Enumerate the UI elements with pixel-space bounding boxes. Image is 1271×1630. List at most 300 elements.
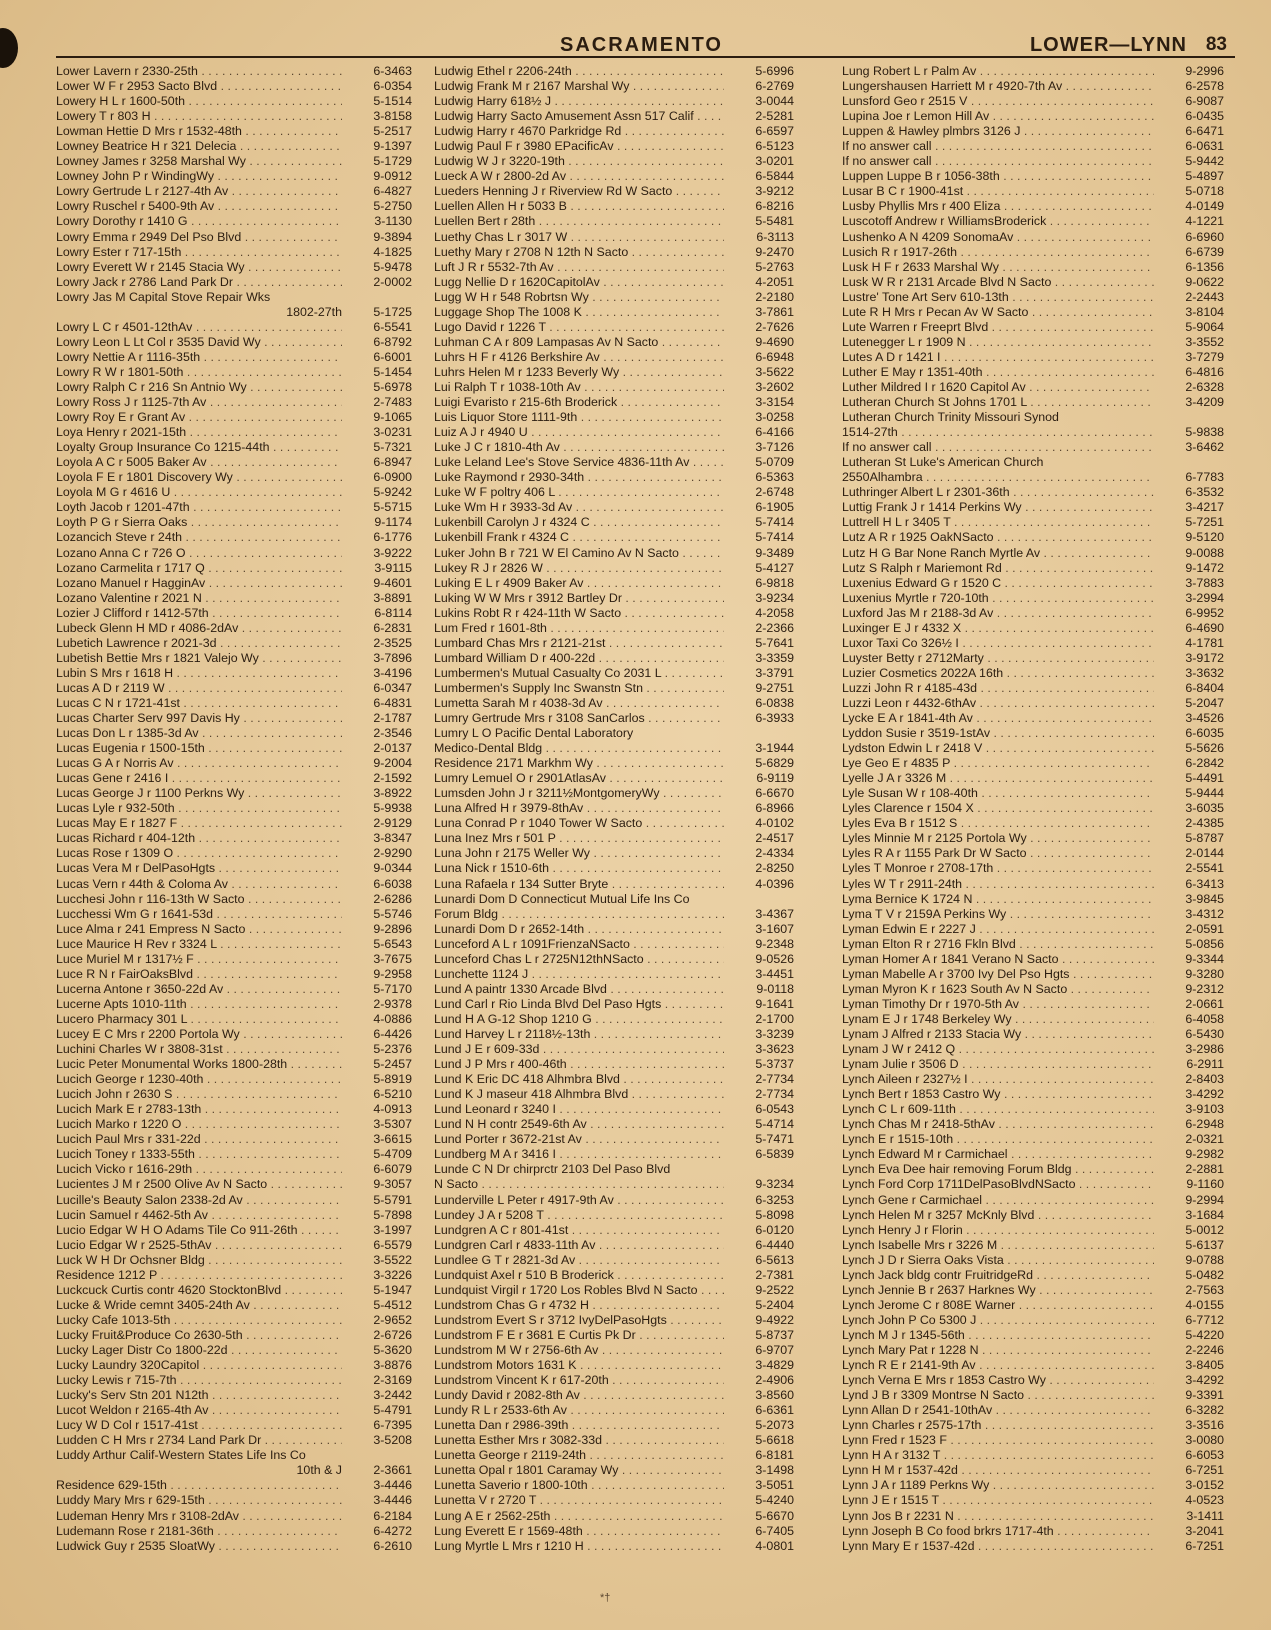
listing-name: Lowry Nettie A r 1116-35th . . . bbox=[56, 350, 342, 365]
listing-phone: 3-1498 bbox=[755, 1463, 794, 1478]
listing-phone: 3-7279 bbox=[1185, 349, 1224, 364]
listing-entry bbox=[434, 1313, 794, 1328]
listing-entry bbox=[842, 1208, 1224, 1223]
listing-entry bbox=[434, 696, 794, 711]
listing-entry bbox=[434, 94, 794, 109]
listing-entry bbox=[434, 1343, 794, 1358]
listing-name: Lucas Lyle r 932-50th . . . bbox=[56, 801, 342, 816]
listing-name: N Sacto . . . bbox=[434, 1177, 724, 1192]
listing-phone: 9-1174 bbox=[374, 515, 412, 530]
listing-entry bbox=[434, 907, 794, 922]
listing-entry bbox=[842, 440, 1224, 455]
listing-name: Lucey E C Mrs r 2200 Portola Wy . . . bbox=[56, 1027, 342, 1042]
listing-name: Lundgren Carl r 4833-11th Av . . . bbox=[434, 1238, 724, 1253]
listing-entry bbox=[842, 290, 1224, 305]
listing-entry bbox=[434, 1448, 794, 1463]
listing-entry bbox=[56, 681, 412, 696]
listing-phone: 5-0482 bbox=[1185, 1267, 1224, 1282]
listing-entry bbox=[434, 184, 794, 199]
listing-phone: 3-0231 bbox=[373, 425, 412, 440]
listing-entry bbox=[56, 982, 412, 997]
listing-entry bbox=[842, 109, 1224, 124]
listing-phone: 3-3632 bbox=[1185, 665, 1224, 680]
listing-phone: 5-7641 bbox=[755, 635, 794, 650]
listing-phone: 5-7898 bbox=[373, 1207, 412, 1222]
listing-entry bbox=[842, 1509, 1224, 1524]
listing-name: Lynch Verna E Mrs r 1853 Castro Wy . . . bbox=[842, 1373, 1154, 1388]
listing-entry bbox=[842, 771, 1224, 786]
listing-entry bbox=[56, 1162, 412, 1177]
listing-entry bbox=[434, 169, 794, 184]
listing-name: Lucich Vicko r 1616-29th . . . bbox=[56, 1162, 342, 1177]
listing-entry bbox=[56, 184, 412, 199]
listing-phone: 2-5541 bbox=[1185, 861, 1224, 876]
listing-name: Lynch Edward M r Carmichael . . . bbox=[842, 1147, 1154, 1162]
listing-entry bbox=[56, 395, 412, 410]
listing-phone: 9-3057 bbox=[373, 1177, 412, 1192]
listing-name: Lynch Henry J r Florin . . . bbox=[842, 1223, 1154, 1238]
listing-phone: 9-2994 bbox=[1185, 1192, 1224, 1207]
footer-mark: *† bbox=[600, 1592, 611, 1604]
listing-entry bbox=[842, 1147, 1224, 1162]
listing-name: Lowry Gertrude L r 2127-4th Av . . . bbox=[56, 184, 342, 199]
listing-phone: 2-1787 bbox=[373, 711, 412, 726]
listing-name: Luke Leland Lee's Stove Service 4836-11th Av . . . bbox=[434, 455, 724, 470]
listing-entry bbox=[56, 500, 412, 515]
listing-phone: 6-6001 bbox=[373, 349, 412, 364]
listing-name: Lucot Weldon r 2165-4th Av . . . bbox=[56, 1403, 342, 1418]
listing-entry bbox=[434, 1027, 794, 1042]
listing-name: Lunderville L Peter r 4917-9th Av . . . bbox=[434, 1193, 724, 1208]
listing-name: Luscotoff Andrew r WilliamsBroderick . . . bbox=[842, 214, 1154, 229]
listing-name: Lowry Ross J r 1125-7th Av . . . bbox=[56, 395, 342, 410]
listing-name: Lundstrom Evert S r 3712 IvyDelPasoHgts . . . bbox=[434, 1313, 724, 1328]
listing-entry bbox=[842, 515, 1224, 530]
listing-name: Lundgren A C r 801-41st . . . bbox=[434, 1223, 724, 1238]
listing-phone: 5-2376 bbox=[373, 1042, 412, 1057]
listing-entry bbox=[434, 1388, 794, 1403]
listing-entry bbox=[434, 861, 794, 876]
listing-phone: 2-1592 bbox=[373, 771, 412, 786]
listing-name: Lynch Chas M r 2418-5thAv . . . bbox=[842, 1117, 1154, 1132]
listing-phone: 3-2041 bbox=[1185, 1523, 1224, 1538]
listing-name: Lyles Eva B r 1512 S . . . bbox=[842, 816, 1154, 831]
listing-phone: 9-2348 bbox=[755, 936, 794, 951]
listing-name: Lucky Laundry 320Capitol . . . bbox=[56, 1358, 342, 1373]
listing-entry bbox=[56, 1478, 412, 1493]
listing-entry bbox=[434, 1177, 794, 1192]
listing-name: Luxenius Myrtle r 720-10th . . . bbox=[842, 591, 1154, 606]
listing-entry bbox=[434, 245, 794, 260]
listing-phone: 5-0718 bbox=[1185, 184, 1224, 199]
listing-name: Lundstrom M W r 2756-6th Av . . . bbox=[434, 1343, 724, 1358]
listing-name: Lynch Jack bldg contr FruitridgeRd . . . bbox=[842, 1268, 1154, 1283]
listing-phone: 9-0088 bbox=[1185, 545, 1224, 560]
listing-name: Lynn Charles r 2575-17th . . . bbox=[842, 1418, 1154, 1433]
listing-entry bbox=[434, 365, 794, 380]
listing-entry bbox=[434, 1403, 794, 1418]
listing-entry bbox=[56, 139, 412, 154]
listing-entry bbox=[56, 124, 412, 139]
listing-entry bbox=[842, 726, 1224, 741]
listing-entry bbox=[434, 651, 794, 666]
listing-entry bbox=[56, 922, 412, 937]
listing-name: Lynch Jerome C r 808E Warner . . . bbox=[842, 1298, 1154, 1313]
listing-name: Luchini Charles W r 3808-31st . . . bbox=[56, 1042, 342, 1057]
listing-entry bbox=[56, 350, 412, 365]
listing-name: Lynn Fred r 1523 F . . . bbox=[842, 1433, 1154, 1448]
listing-entry bbox=[56, 109, 412, 124]
listing-phone: 6-1905 bbox=[755, 500, 794, 515]
listing-entry bbox=[56, 199, 412, 214]
listing-name: Lunardi Dom D Connecticut Mutual Life Ins Co bbox=[434, 891, 690, 906]
listing-phone: 2-0002 bbox=[373, 274, 412, 289]
listing-entry bbox=[434, 621, 794, 636]
listing-entry bbox=[434, 846, 794, 861]
listing-phone: 3-9115 bbox=[374, 560, 412, 575]
listing-phone: 5-5481 bbox=[755, 214, 794, 229]
listing-entry bbox=[56, 1177, 412, 1192]
listing-name: Lyles W T r 2911-24th . . . bbox=[842, 877, 1154, 892]
listing-phone: 3-0201 bbox=[755, 154, 794, 169]
listing-phone: 9-4690 bbox=[755, 334, 794, 349]
listing-entry bbox=[842, 907, 1224, 922]
listing-phone: 2-2180 bbox=[755, 289, 794, 304]
listing-name: Lumbermen's Supply Inc Swanstn Stn . . . bbox=[434, 681, 724, 696]
listing-name: Ludwig Ethel r 2206-24th . . . bbox=[434, 64, 724, 79]
listing-entry bbox=[434, 1283, 794, 1298]
listing-entry bbox=[842, 455, 1224, 470]
listing-entry bbox=[434, 305, 794, 320]
listing-entry bbox=[56, 94, 412, 109]
listing-name: Lucerna Antone r 3650-22d Av . . . bbox=[56, 982, 342, 997]
listing-phone: 4-0523 bbox=[1185, 1493, 1224, 1508]
listing-entry bbox=[56, 1328, 412, 1343]
listing-name: Ludwig W J r 3220-19th . . . bbox=[434, 154, 724, 169]
listing-name: Lyles Clarence r 1504 X . . . bbox=[842, 801, 1154, 816]
listing-phone: 2-2366 bbox=[755, 620, 794, 635]
listing-entry bbox=[434, 440, 794, 455]
listing-name: Lucas Vera M r DelPasoHgts . . . bbox=[56, 861, 342, 876]
listing-name: Lunetta George r 2119-24th . . . bbox=[434, 1448, 724, 1463]
listing-entry bbox=[842, 245, 1224, 260]
listing-phone: 6-5123 bbox=[755, 139, 794, 154]
listing-name: Lunardi Dom D r 2652-14th . . . bbox=[434, 922, 724, 937]
listing-name: Luna John r 2175 Weller Wy . . . bbox=[434, 846, 724, 861]
listing-entry bbox=[56, 1493, 412, 1508]
listing-phone: 9-1641 bbox=[755, 996, 794, 1011]
listing-phone: 9-0788 bbox=[1185, 1252, 1224, 1267]
listing-phone: 9-0912 bbox=[373, 169, 412, 184]
listing-phone: 5-5791 bbox=[373, 1192, 412, 1207]
listing-phone: 4-0102 bbox=[755, 816, 794, 831]
listing-phone: 3-4526 bbox=[1185, 711, 1224, 726]
listing-name: Lucio Edgar W r 2525-5thAv . . . bbox=[56, 1238, 342, 1253]
listing-phone: 2-7734 bbox=[755, 1087, 794, 1102]
listing-phone: 5-5715 bbox=[373, 500, 412, 515]
listing-entry bbox=[434, 260, 794, 275]
listing-phone: 6-7395 bbox=[373, 1418, 412, 1433]
listing-entry bbox=[56, 1268, 412, 1283]
listing-name: Lucas Richard r 404-12th . . . bbox=[56, 831, 342, 846]
listing-name: Lozano Manuel r HagginAv . . . bbox=[56, 576, 342, 591]
listing-name: Lund J P Mrs r 400-46th . . . bbox=[434, 1057, 724, 1072]
listing-phone: 5-6137 bbox=[1185, 1237, 1224, 1252]
listing-name: Luft J R r 5532-7th Av . . . bbox=[434, 260, 724, 275]
listing-phone: 3-4217 bbox=[1185, 500, 1224, 515]
listing-name: Luking E L r 4909 Baker Av . . . bbox=[434, 576, 724, 591]
listing-phone: 5-4240 bbox=[755, 1493, 794, 1508]
listing-name: Residence 2171 Markhm Wy . . . bbox=[434, 756, 724, 771]
listing-entry bbox=[434, 1117, 794, 1132]
listing-phone: 2-3661 bbox=[373, 1463, 412, 1478]
listing-name: 10th & J bbox=[296, 1463, 342, 1478]
listing-name: Luther E May r 1351-40th . . . bbox=[842, 365, 1154, 380]
listing-entry bbox=[434, 214, 794, 229]
listing-entry bbox=[842, 786, 1224, 801]
listing-name: Lynch Gene r Carmichael . . . bbox=[842, 1193, 1154, 1208]
listing-entry bbox=[842, 591, 1224, 606]
listing-entry bbox=[842, 1072, 1224, 1087]
listing-phone: 5-1729 bbox=[373, 154, 412, 169]
listing-phone: 3-6462 bbox=[1185, 440, 1224, 455]
listing-entry bbox=[56, 546, 412, 561]
listing-entry bbox=[842, 1448, 1224, 1463]
listing-entry bbox=[56, 1388, 412, 1403]
listing-name: Lowry Ralph C r 216 Sn Antnio Wy . . . bbox=[56, 380, 342, 395]
listing-name: Lugg W H r 548 Robrtsn Wy . . . bbox=[434, 290, 724, 305]
listing-entry bbox=[842, 79, 1224, 94]
listing-entry bbox=[434, 1478, 794, 1493]
listing-phone: 5-2073 bbox=[755, 1418, 794, 1433]
listing-entry bbox=[434, 952, 794, 967]
listing-phone: 6-4827 bbox=[373, 184, 412, 199]
listing-phone: 3-7896 bbox=[373, 650, 412, 665]
listing-phone: 2-6748 bbox=[755, 485, 794, 500]
listing-name: Lyma T V r 2159A Perkins Wy . . . bbox=[842, 907, 1154, 922]
listing-phone: 3-1607 bbox=[755, 921, 794, 936]
listing-phone: 4-0149 bbox=[1185, 199, 1224, 214]
listing-name: Lutz H G Bar None Ranch Myrtle Av . . . bbox=[842, 546, 1154, 561]
listing-entry bbox=[56, 1042, 412, 1057]
listing-name: Lushenko A N 4209 SonomaAv . . . bbox=[842, 230, 1154, 245]
listing-name: Lundey J A r 5208 T . . . bbox=[434, 1208, 724, 1223]
listing-entry bbox=[842, 861, 1224, 876]
listing-phone: 3-9234 bbox=[755, 590, 794, 605]
listing-entry bbox=[434, 1509, 794, 1524]
listing-entry bbox=[434, 425, 794, 440]
listing-phone: 9-2004 bbox=[373, 756, 412, 771]
listing-entry bbox=[56, 651, 412, 666]
listing-phone: 2-6286 bbox=[373, 891, 412, 906]
listing-name: Lye Geo E r 4835 P . . . bbox=[842, 756, 1154, 771]
listing-phone: 6-4426 bbox=[373, 1027, 412, 1041]
listing-entry bbox=[842, 1478, 1224, 1493]
listing-phone: 5-4709 bbox=[373, 1147, 412, 1162]
listing-name: Lycke E A r 1841-4th Av . . . bbox=[842, 711, 1154, 726]
listing-name: Ludemann Rose r 2181-36th . . . bbox=[56, 1524, 342, 1539]
listing-name: Lucky's Serv Stn 201 N12th . . . bbox=[56, 1388, 342, 1403]
listing-phone: 3-9222 bbox=[373, 545, 412, 560]
listing-phone: 6-8181 bbox=[755, 1448, 794, 1463]
listing-entry bbox=[842, 214, 1224, 229]
listing-phone: 9-3391 bbox=[1185, 1388, 1224, 1403]
listing-phone: 2-4517 bbox=[755, 831, 794, 846]
listing-name: Lunetta Esther Mrs r 3082-33d . . . bbox=[434, 1433, 724, 1448]
listing-phone: 6-0435 bbox=[1185, 109, 1224, 124]
listing-name: Lozancich Steve r 24th . . . bbox=[56, 530, 342, 545]
listing-phone: 6-2578 bbox=[1185, 79, 1224, 94]
listing-phone: 6-7251 bbox=[1185, 1538, 1224, 1553]
listing-phone: 6-0347 bbox=[373, 680, 412, 695]
listing-entry bbox=[56, 1147, 412, 1162]
listing-phone: 5-4512 bbox=[373, 1297, 412, 1312]
listing-name: Ludwig Harry Sacto Amusement Assn 517 Calif . . . bbox=[434, 109, 724, 124]
listing-phone: 3-0258 bbox=[755, 410, 794, 425]
listing-phone: 2-0321 bbox=[1185, 1132, 1224, 1147]
listing-phone: 6-6739 bbox=[1185, 244, 1224, 259]
listing-entry bbox=[842, 380, 1224, 395]
listing-entry bbox=[842, 1042, 1224, 1057]
listing-phone: 6-5844 bbox=[755, 169, 794, 184]
listing-entry bbox=[434, 771, 794, 786]
listing-name: Lung A E r 2562-25th . . . bbox=[434, 1509, 724, 1524]
listing-phone: 3-2442 bbox=[373, 1388, 412, 1403]
listing-name: If no answer call . . . bbox=[842, 139, 1154, 154]
listing-phone: 9-0344 bbox=[373, 861, 412, 876]
listing-phone: 9-0526 bbox=[755, 951, 794, 966]
listing-entry bbox=[56, 320, 412, 335]
listing-name: Lozano Carmelita r 1717 Q . . . bbox=[56, 561, 342, 576]
listing-name: Luce Muriel M r 1317½ F . . . bbox=[56, 952, 342, 967]
listing-entry bbox=[434, 290, 794, 305]
listing-name: Lynch Eva Dee hair removing Forum Bldg . . . bbox=[842, 1162, 1154, 1177]
listing-phone: 2-8403 bbox=[1185, 1072, 1224, 1087]
listing-phone: 5-1454 bbox=[373, 364, 412, 379]
listing-name: Lunsford Geo r 2515 V . . . bbox=[842, 94, 1154, 109]
listing-name: Luggage Shop The 1008 K . . . bbox=[434, 305, 724, 320]
listing-entry bbox=[842, 530, 1224, 545]
listing-name: Luna Nick r 1510-6th . . . bbox=[434, 861, 724, 876]
listing-entry bbox=[434, 636, 794, 651]
listing-phone: 6-6038 bbox=[373, 876, 412, 891]
listing-name: Lumry L O Pacific Dental Laboratory bbox=[434, 726, 634, 741]
listing-phone: 5-1947 bbox=[373, 1282, 412, 1297]
listing-name: Lucky Cafe 1013-5th . . . bbox=[56, 1313, 342, 1328]
listing-name: Lynch John P Co 5300 J . . . bbox=[842, 1313, 1154, 1328]
listing-phone: 3-9172 bbox=[1185, 650, 1224, 665]
listing-entry bbox=[434, 410, 794, 425]
listing-phone: 9-2751 bbox=[755, 680, 794, 695]
listing-phone: 2-7734 bbox=[755, 1072, 794, 1087]
listing-entry bbox=[56, 1524, 412, 1539]
listing-name: Lynn Joseph B Co food brkrs 1717-4th . . . bbox=[842, 1524, 1154, 1539]
listing-phone: 9-3489 bbox=[755, 545, 794, 560]
listing-entry bbox=[842, 485, 1224, 500]
listing-entry bbox=[434, 1012, 794, 1027]
listing-entry bbox=[434, 515, 794, 530]
listing-phone: 5-5746 bbox=[373, 906, 412, 921]
listing-phone: 3-3552 bbox=[1185, 334, 1224, 349]
listing-phone: 5-7414 bbox=[755, 515, 794, 530]
listing-name: Forum Bldg . . . bbox=[434, 907, 724, 922]
listing-entry bbox=[842, 350, 1224, 365]
listing-name: Ludwig Harry r 4670 Parkridge Rd . . . bbox=[434, 124, 724, 139]
listing-name: Loya Henry r 2021-15th . . . bbox=[56, 425, 342, 440]
listing-phone: 5-3737 bbox=[755, 1057, 794, 1072]
listing-phone: 3-4292 bbox=[1185, 1087, 1224, 1102]
listing-name: Luppen Luppe B r 1056-38th . . . bbox=[842, 169, 1154, 184]
listing-phone: 6-6079 bbox=[373, 1162, 412, 1177]
listing-phone: 5-7170 bbox=[373, 981, 412, 996]
listing-name: Lund K Eric DC 418 Alhmbra Blvd . . . bbox=[434, 1072, 724, 1087]
listing-phone: 6-6670 bbox=[755, 786, 794, 801]
listing-entry bbox=[434, 831, 794, 846]
listing-phone: 6-7783 bbox=[1185, 470, 1224, 485]
listing-entry bbox=[56, 771, 412, 786]
listing-phone: 5-2457 bbox=[373, 1057, 412, 1072]
listing-phone: 2-9129 bbox=[373, 816, 412, 831]
listing-entry bbox=[56, 1463, 412, 1478]
listing-entry bbox=[434, 350, 794, 365]
listing-phone: 6-9087 bbox=[1185, 94, 1224, 109]
listing-phone: 6-2911 bbox=[1186, 1057, 1224, 1072]
listing-phone: 2-6726 bbox=[373, 1327, 412, 1342]
listing-entry bbox=[56, 1358, 412, 1373]
listing-entry bbox=[56, 561, 412, 576]
listing-phone: 3-4196 bbox=[373, 665, 412, 680]
listing-phone: 6-8216 bbox=[755, 199, 794, 214]
listing-name: Lowry Ruschel r 5400-9th Av . . . bbox=[56, 199, 342, 214]
listing-phone: 9-4922 bbox=[755, 1312, 794, 1327]
listing-name: Lumry Lemuel O r 2901AtlasAv . . . bbox=[434, 771, 724, 786]
listing-entry bbox=[56, 1509, 412, 1524]
listing-entry bbox=[434, 109, 794, 124]
listing-phone: 9-3234 bbox=[755, 1177, 794, 1192]
listing-name: Lung Myrtle L Mrs r 1210 H . . . bbox=[434, 1539, 724, 1554]
listing-phone: 6-5579 bbox=[373, 1237, 412, 1252]
listing-name: Lynch Ford Corp 1711DelPasoBlvdNSacto . . . bbox=[842, 1177, 1154, 1192]
listing-phone: 2-0591 bbox=[1185, 921, 1224, 936]
listing-phone: 6-6035 bbox=[1185, 726, 1224, 741]
listing-entry bbox=[842, 410, 1224, 425]
listing-entry bbox=[842, 816, 1224, 831]
listing-name: Lyman Edwin E r 2227 J . . . bbox=[842, 922, 1154, 937]
listing-entry bbox=[842, 305, 1224, 320]
listing-name: Ludeman Henry Mrs r 3108-2dAv . . . bbox=[56, 1509, 342, 1524]
listing-name: Lozier J Clifford r 1412-57th . . . bbox=[56, 606, 342, 621]
listing-phone: 3-1130 bbox=[374, 214, 412, 229]
listing-name: Lucille's Beauty Salon 2338-2d Av . . . bbox=[56, 1193, 342, 1208]
listing-entry bbox=[434, 1358, 794, 1373]
listing-entry bbox=[56, 290, 412, 305]
listing-name: Lukey R J r 2826 W . . . bbox=[434, 561, 724, 576]
binding-hole bbox=[0, 28, 18, 68]
listing-name: Luke Raymond r 2930-34th . . . bbox=[434, 470, 724, 485]
listing-phone: 6-7251 bbox=[1185, 1463, 1224, 1478]
listing-entry bbox=[56, 335, 412, 350]
listing-phone: 6-0900 bbox=[373, 470, 412, 485]
listing-entry bbox=[56, 1057, 412, 1072]
listing-name: Loyola A C r 5005 Baker Av . . . bbox=[56, 455, 342, 470]
listing-entry bbox=[56, 1418, 412, 1433]
listing-phone: 6-6053 bbox=[1185, 1448, 1224, 1463]
listing-entry bbox=[434, 1463, 794, 1478]
listing-phone: 2-7381 bbox=[755, 1267, 794, 1282]
listing-phone: 3-4292 bbox=[1185, 1373, 1224, 1388]
listing-phone: 2-2246 bbox=[1185, 1342, 1224, 1357]
listing-phone: 5-1514 bbox=[373, 94, 412, 109]
